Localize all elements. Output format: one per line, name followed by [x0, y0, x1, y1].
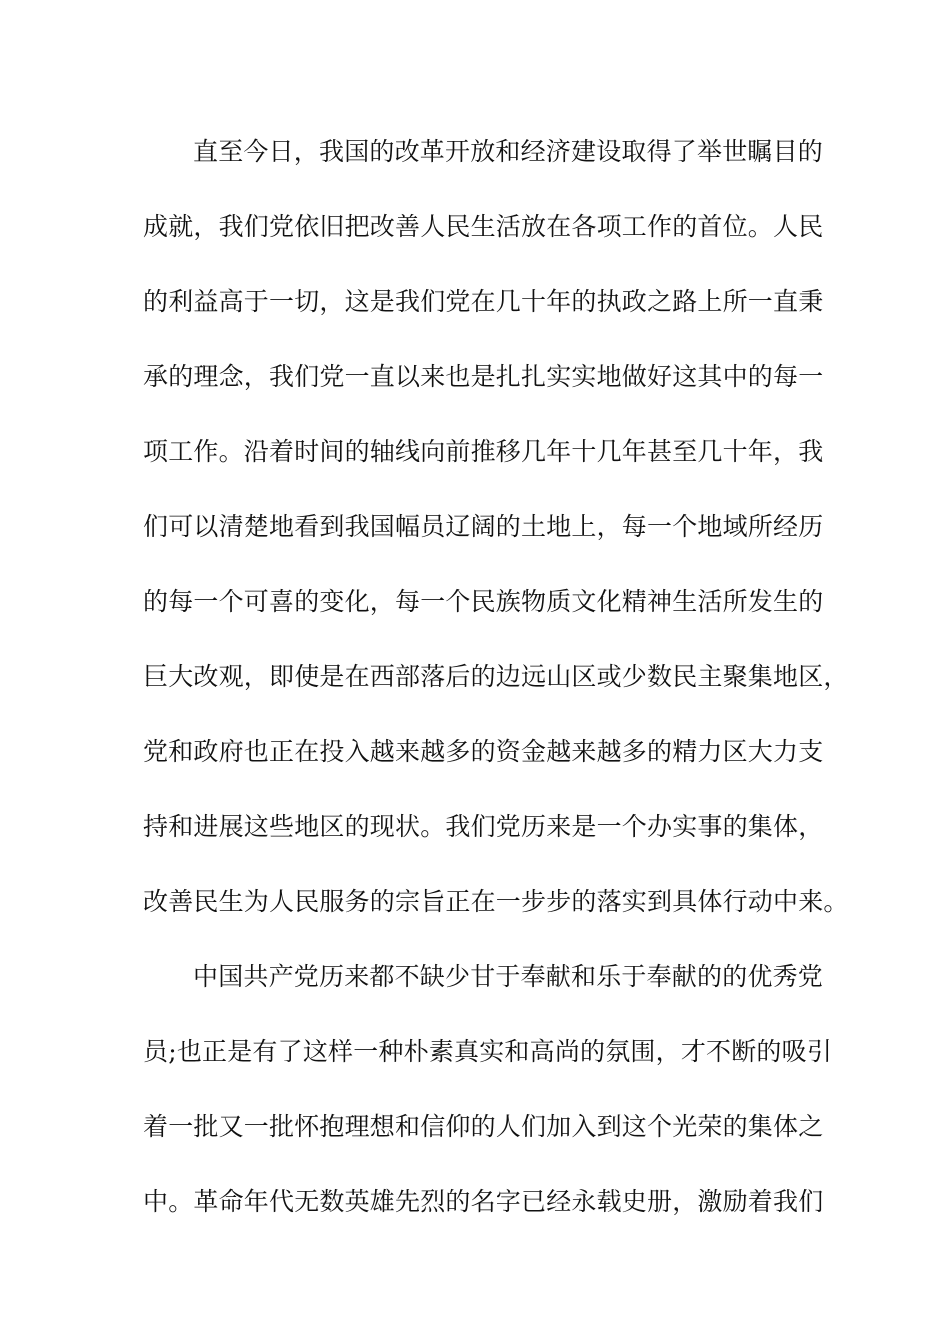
paragraph-2-line-1: 中国共产党历来都不缺少甘于奉献和乐于奉献的的优秀党: [193, 962, 824, 991]
paragraph-2-line-4: 中。革命年代无数英雄先烈的名字已经永载史册，激励着我们: [143, 1187, 824, 1216]
paragraph-1-line-9: 党和政府也正在投入越来越多的资金越来越多的精力区大力支: [143, 737, 824, 766]
paragraph-1-line-10: 持和进展这些地区的现状。我们党历来是一个办实事的集体，: [143, 812, 824, 841]
paragraph-1-line-2: 成就，我们党依旧把改善人民生活放在各项工作的首位。人民: [143, 212, 824, 241]
paragraph-1-line-8: 巨大改观，即使是在西部落后的边远山区或少数民主聚集地区，: [143, 662, 849, 691]
paragraph-1-line-5: 项工作。沿着时间的轴线向前推移几年十几年甚至几十年，我: [143, 437, 824, 466]
paragraph-1-line-4: 承的理念，我们党一直以来也是扎扎实实地做好这其中的每一: [143, 362, 824, 391]
paragraph-2-line-3: 着一批又一批怀抱理想和信仰的人们加入到这个光荣的集体之: [143, 1112, 824, 1141]
paragraph-2-line-2: 员;也正是有了这样一种朴素真实和高尚的氛围，才不断的吸引: [143, 1037, 833, 1066]
paragraph-1-line-3: 的利益高于一切，这是我们党在几十年的执政之路上所一直秉: [143, 287, 824, 316]
paragraph-1-line-6: 们可以清楚地看到我国幅员辽阔的土地上，每一个地域所经历: [143, 512, 824, 541]
body-text: [143, 129, 849, 1254]
paragraph-1-line-11: 改善民生为人民服务的宗旨正在一步步的落实到具体行动中来。: [143, 887, 849, 916]
paragraph-1-line-1: 直至今日，我国的改革开放和经济建设取得了举世瞩目的: [193, 137, 824, 166]
paragraph-1-line-7: 的每一个可喜的变化，每一个民族物质文化精神生活所发生的: [143, 587, 824, 616]
